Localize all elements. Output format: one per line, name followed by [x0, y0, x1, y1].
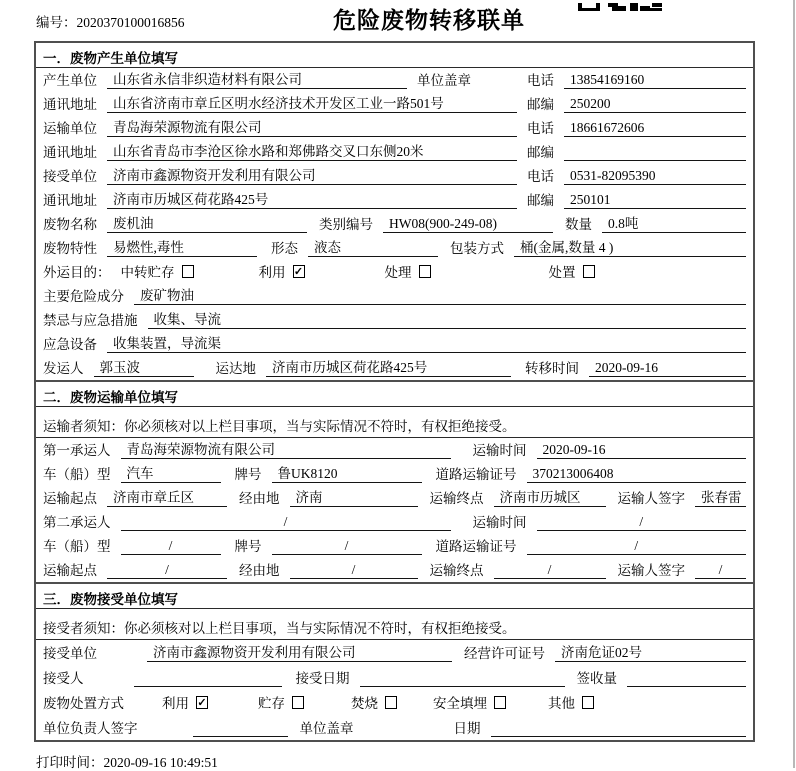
row-emergency-measures	[36, 308, 753, 332]
section-transporter	[36, 380, 753, 582]
transfer-time-value: 2020-09-16	[589, 360, 746, 377]
purpose-option-treat	[385, 261, 431, 281]
form-value: 液态	[308, 236, 438, 257]
disposal-option-label: 利用	[162, 696, 189, 711]
section-receiver	[36, 582, 753, 740]
transfer-purpose-label: 外运目的：	[43, 265, 111, 280]
purpose-option-label: 利用	[258, 265, 286, 280]
page-edge-line	[793, 0, 795, 768]
row-hazard-component	[36, 284, 753, 308]
row-waste-name	[36, 212, 753, 236]
disposal-option-incinerate	[351, 692, 397, 712]
row-unit-signature	[36, 715, 753, 740]
road-permit1-value: 370213006408	[527, 466, 747, 483]
origin-label: 运输起点	[43, 491, 97, 506]
disposal-option-label: 安全填埋	[433, 696, 487, 711]
received-amount-value	[627, 671, 746, 687]
consignor-value: 郭玉波	[94, 356, 194, 377]
checkbox-icon	[419, 265, 431, 278]
purpose-option-label: 处理	[384, 265, 412, 280]
row-receiver-unit	[36, 164, 753, 188]
carrier-signature2-value: /	[695, 562, 746, 579]
vehicle-type-label: 车（船）型	[43, 467, 111, 482]
transport-time1-value: 2020-09-16	[537, 442, 747, 459]
hazard-component-value: 废矿物油	[134, 284, 746, 305]
phone-label: 电话	[527, 169, 554, 184]
receiving-unit-value: 济南市鑫源物资开发利用有限公司	[147, 641, 452, 662]
vehicle-type1-value: 汽车	[121, 462, 221, 483]
disposal-option-label: 贮存	[258, 696, 285, 711]
purpose-option-dispose	[549, 261, 595, 281]
vehicle-type2-value: /	[121, 538, 221, 555]
checkbox-icon	[182, 265, 194, 278]
unit-signer-value	[193, 721, 288, 737]
carrier-signature-label: 运输人签字	[617, 491, 685, 506]
endpoint-label: 运输终点	[429, 491, 484, 506]
row-vehicle1	[36, 462, 753, 486]
unit-seal-label: 单位盖章	[417, 73, 471, 88]
row-disposal-method	[36, 690, 753, 715]
checkbox-icon	[494, 696, 506, 709]
row-carrier2	[36, 510, 753, 534]
date-value	[491, 721, 747, 737]
transfer-time-label: 转移时间	[525, 361, 579, 376]
received-amount-label: 签收量	[576, 671, 617, 686]
endpoint1-value: 济南市历城区	[494, 486, 606, 507]
endpoint2-value: /	[494, 562, 606, 579]
address-label: 通讯地址	[43, 97, 97, 112]
zip-label: 邮编	[527, 145, 554, 160]
print-time-line	[36, 751, 218, 771]
row-receiving-unit	[36, 640, 753, 665]
packaging-value: 桶(金属,数量 4 )	[514, 236, 746, 257]
vehicle-type-label: 车（船）型	[43, 539, 111, 554]
disposal-option-storage	[258, 692, 304, 712]
transport-unit-value: 青岛海荣源物流有限公司	[107, 116, 517, 137]
disposal-option-label: 焚烧	[351, 696, 378, 711]
road-permit-label: 道路运输证号	[435, 539, 517, 554]
receiving-unit-label: 接受单位	[43, 646, 97, 661]
section2-heading: 二．废物运输单位填写	[36, 382, 753, 407]
road-permit-label: 道路运输证号	[435, 467, 517, 482]
disposal-method-label: 废物处置方式	[43, 696, 124, 711]
plate1-value: 鲁UK8120	[272, 462, 422, 483]
carrier2-value: /	[121, 514, 451, 531]
packaging-label: 包装方式	[450, 241, 504, 256]
transport-unit-label: 运输单位	[43, 121, 97, 136]
disposal-option-landfill	[433, 692, 506, 712]
recipient-label: 接受人	[43, 671, 84, 686]
row-recipient	[36, 665, 753, 690]
row-route1	[36, 486, 753, 510]
phone-label: 电话	[527, 73, 554, 88]
row-emergency-equipment	[36, 332, 753, 356]
receive-date-value	[360, 671, 565, 687]
category-code-value: HW08(900-249-08)	[383, 216, 553, 233]
print-time-value: 2020-09-16 10:49:51	[103, 755, 218, 770]
receiver-address-value: 济南市历城区荷花路425号	[107, 188, 517, 209]
origin2-value: /	[107, 562, 227, 579]
origin1-value: 济南市章丘区	[107, 486, 227, 507]
row-transport-unit	[36, 116, 753, 140]
quantity-value: 0.8吨	[602, 212, 746, 233]
destination-value: 济南市历城区荷花路425号	[266, 356, 511, 377]
purpose-option-utilize	[259, 261, 305, 281]
receiver-unit-label: 接受单位	[43, 169, 97, 184]
row-producer-address	[36, 92, 753, 116]
disposal-option-utilize	[162, 692, 208, 712]
plate2-value: /	[272, 538, 422, 555]
plate-label: 牌号	[234, 539, 262, 554]
zip-label: 邮编	[527, 97, 554, 112]
receiver-unit-value: 济南市鑫源物资开发利用有限公司	[107, 164, 517, 185]
serial-label: 编号：	[36, 15, 77, 30]
row-consignor	[36, 356, 753, 380]
form-label: 形态	[271, 241, 298, 256]
consignor-label: 发运人	[43, 361, 84, 376]
purpose-option-storage	[121, 261, 194, 281]
hazard-component-label: 主要危险成分	[43, 289, 124, 304]
disposal-option-label: 其他	[548, 696, 575, 711]
row-receiver-address	[36, 188, 753, 212]
emergency-measures-value: 收集、导流	[148, 308, 747, 329]
permit-number-label: 经营许可证号	[464, 646, 545, 661]
page-title: 危险废物转移联单	[333, 7, 525, 33]
row-transfer-purpose	[36, 260, 753, 284]
via1-value: 济南	[290, 486, 418, 507]
unit-signer-label: 单位负责人签字	[43, 721, 138, 736]
manifest-form	[34, 41, 755, 742]
category-code-label: 类别编号	[319, 217, 373, 232]
carrier-signature-label: 运输人签字	[617, 563, 685, 578]
quantity-label: 数量	[565, 217, 592, 232]
origin-label: 运输起点	[43, 563, 97, 578]
emergency-measures-label: 禁忌与应急措施	[43, 313, 138, 328]
row-waste-traits	[36, 236, 753, 260]
date-label: 日期	[453, 721, 481, 736]
carrier1-value: 青岛海荣源物流有限公司	[121, 438, 451, 459]
print-time-label: 打印时间：	[36, 755, 104, 770]
producer-unit-label: 产生单位	[43, 73, 97, 88]
recipient-value	[134, 671, 282, 687]
plate-label: 牌号	[234, 467, 262, 482]
row-transport-address	[36, 140, 753, 164]
transport-time2-value: /	[537, 514, 747, 531]
transport-phone-value: 18661672606	[564, 120, 746, 137]
via2-value: /	[290, 562, 418, 579]
emergency-equipment-value: 收集装置，导流渠	[107, 332, 746, 353]
row-carrier1	[36, 438, 753, 462]
producer-address-value: 山东省济南市章丘区明水经济技术开发区工业一路501号	[107, 92, 517, 113]
purpose-option-label: 处置	[548, 265, 576, 280]
producer-unit-value: 山东省永信非织造材料有限公司	[107, 68, 407, 89]
phone-label: 电话	[527, 121, 554, 136]
purpose-option-label: 中转贮存	[120, 265, 175, 280]
destination-label: 运达地	[215, 361, 256, 376]
checkbox-icon: ✓	[197, 696, 207, 709]
receiver-phone-value: 0531-82095390	[564, 168, 746, 185]
serial-number-line	[36, 11, 185, 31]
section3-heading: 三．废物接受单位填写	[36, 584, 753, 609]
disposal-option-other	[548, 692, 594, 712]
receiver-notice: 接受者须知：你必须核对以上栏目事项，当与实际情况不符时，有权拒绝接受。	[36, 609, 753, 640]
endpoint-label: 运输终点	[429, 563, 484, 578]
waste-name-value: 废机油	[107, 212, 307, 233]
road-permit2-value: /	[527, 538, 747, 555]
transport-time-label: 运输时间	[472, 515, 527, 530]
waste-traits-value: 易燃性,毒性	[107, 236, 257, 257]
waste-name-label: 废物名称	[43, 217, 97, 232]
via-label: 经由地	[239, 563, 280, 578]
transport-time-label: 运输时间	[472, 443, 527, 458]
qr-code-fragment	[578, 0, 662, 9]
waste-traits-label: 废物特性	[43, 241, 97, 256]
producer-zip-value: 250200	[564, 96, 746, 113]
address-label: 通讯地址	[43, 193, 97, 208]
row-route2	[36, 558, 753, 582]
row-producer-unit	[36, 68, 753, 92]
checkbox-icon	[582, 696, 594, 709]
carrier-signature1-value: 张春雷	[695, 486, 746, 507]
checkbox-icon	[385, 696, 397, 709]
via-label: 经由地	[239, 491, 280, 506]
receiver-zip-value: 250101	[564, 192, 746, 209]
unit-seal-label: 单位盖章	[299, 721, 354, 736]
emergency-equipment-label: 应急设备	[43, 337, 97, 352]
section-producer	[36, 43, 753, 380]
section1-heading: 一．废物产生单位填写	[36, 43, 753, 68]
permit-number-value: 济南危证02号	[555, 641, 746, 662]
carrier2-label: 第二承运人	[43, 515, 111, 530]
checkbox-icon	[292, 696, 304, 709]
qr-code-icon	[578, 3, 662, 12]
row-vehicle2	[36, 534, 753, 558]
transporter-notice: 运输者须知：你必须核对以上栏目事项，当与实际情况不符时，有权拒绝接受。	[36, 407, 753, 438]
carrier1-label: 第一承运人	[43, 443, 111, 458]
transport-address-value: 山东省青岛市李沧区徐水路和郑佛路交叉口东侧20米	[107, 140, 517, 161]
zip-label: 邮编	[527, 193, 554, 208]
transport-zip-value	[564, 145, 746, 161]
producer-phone-value: 13854169160	[564, 72, 746, 89]
checkbox-icon: ✓	[293, 265, 304, 278]
serial-number: 2020370100016856	[76, 15, 185, 30]
receive-date-label: 接受日期	[295, 671, 350, 686]
address-label: 通讯地址	[43, 145, 97, 160]
checkbox-icon	[583, 265, 595, 278]
